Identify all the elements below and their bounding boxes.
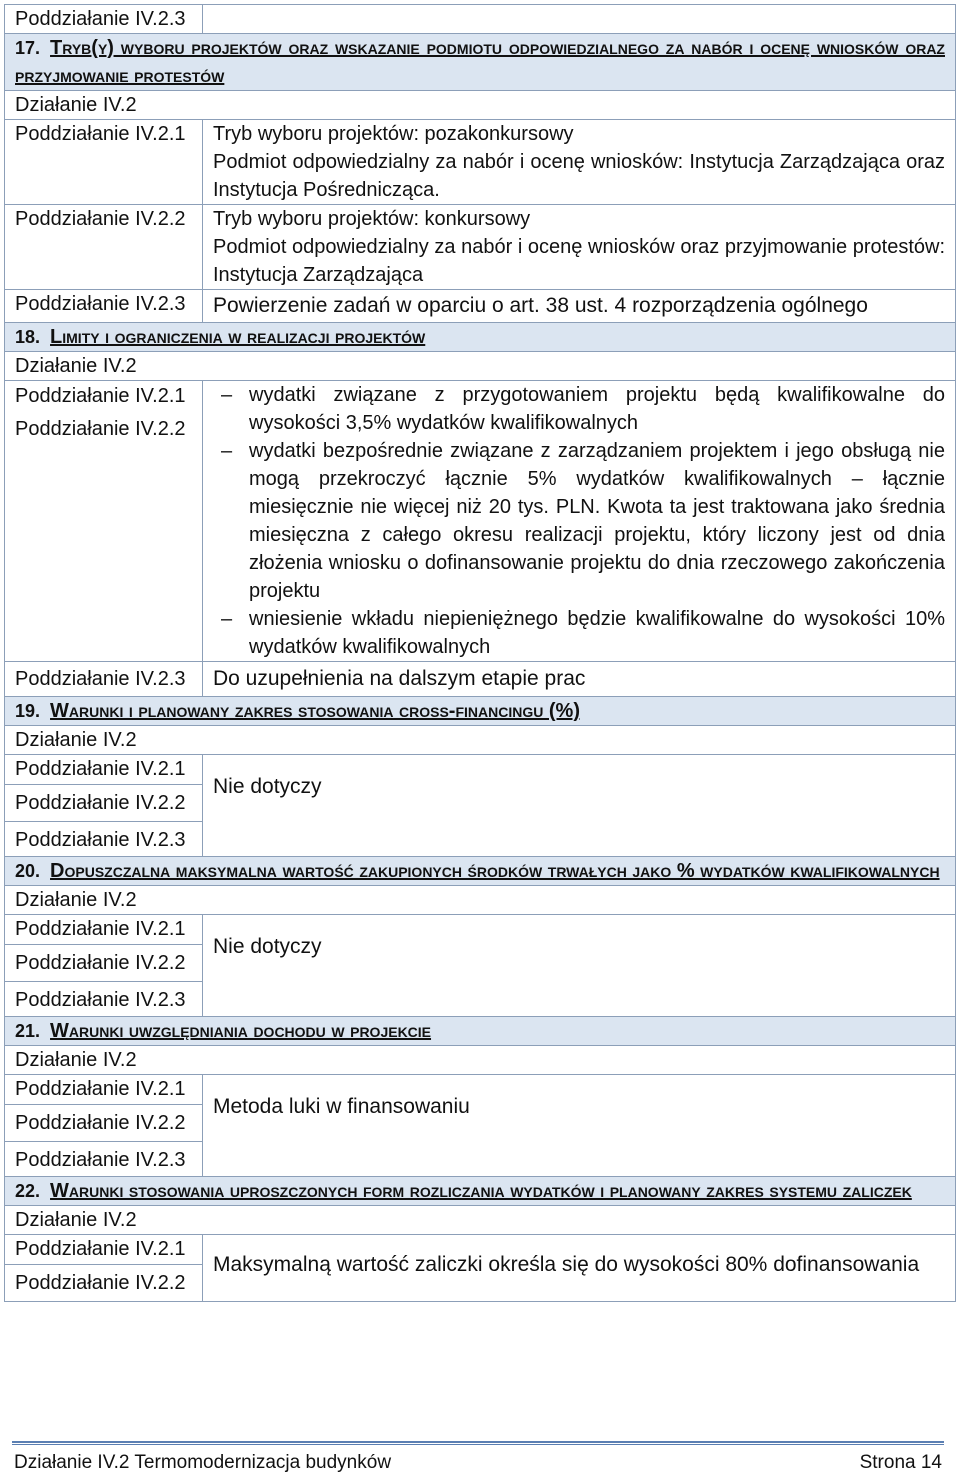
row-label: Poddziałanie IV.2.2 <box>5 785 202 822</box>
row-label: Poddziałanie IV.2.3 <box>15 989 186 1011</box>
section-title: Warunki i planowany zakres stosowania cross-financingu (%) <box>50 700 580 722</box>
row-label: Poddziałanie IV.2.1 <box>5 120 203 205</box>
dzialanie-label: Działanie IV.2 <box>5 1206 956 1235</box>
section-19-header <box>5 697 956 726</box>
page-number: Strona 14 <box>859 1452 942 1473</box>
row-content <box>203 120 956 205</box>
section-number: 21. <box>15 1021 41 1041</box>
row-label: Poddziałanie IV.2.1 <box>5 755 202 785</box>
section-title: Limity i ograniczenia w realizacji projektów <box>50 326 426 348</box>
row-content <box>203 205 956 290</box>
footer-rule-thin <box>12 1444 944 1445</box>
row-label: Poddziałanie IV.2.2 <box>5 205 203 290</box>
section-title: Warunki stosowania uproszczonych form rozliczania wydatków i planowany zakres systemu zaliczek <box>50 1180 912 1202</box>
footer-rule <box>12 1441 944 1443</box>
row-label: Poddziałanie IV.2.3 <box>5 5 203 34</box>
section-21-header <box>5 1017 956 1046</box>
section-18-header <box>5 323 956 352</box>
row-label: Poddziałanie IV.2.2 <box>15 1272 186 1294</box>
text-line: Podmiot odpowiedzialny za nabór i ocenę wniosków oraz przyjmowanie protestów: Instytucja Zarządzająca <box>213 236 945 286</box>
row-label-group <box>5 1235 203 1302</box>
row-label: Poddziałanie IV.2.1 <box>5 915 202 945</box>
dzialanie-label: Działanie IV.2 <box>5 352 956 381</box>
section-20-header <box>5 857 956 886</box>
section-22-header <box>5 1177 956 1206</box>
row-content: Metoda luki w finansowaniu <box>203 1075 956 1177</box>
dzialanie-label: Działanie IV.2 <box>5 91 956 120</box>
row-label: Poddziałanie IV.2.3 <box>5 290 203 323</box>
text-line: Tryb wyboru projektów: konkursowy <box>213 208 531 230</box>
section-number: 19. <box>15 701 41 721</box>
section-17-header <box>5 34 956 91</box>
text-line: Podmiot odpowiedzialny za nabór i ocenę wniosków: Instytucja Zarządzająca oraz Instytucja Pośrednicząca. <box>213 151 945 201</box>
footer-title: Działanie IV.2 Termomodernizacja budynków <box>14 1452 392 1473</box>
row-content: Powierzenie zadań w oparciu o art. 38 ust. 4 rozporządzenia ogólnego <box>203 290 956 323</box>
dzialanie-label: Działanie IV.2 <box>5 1046 956 1075</box>
list-item: – wydatki związane z przygotowaniem projektu będą kwalifikowalne do wysokości 3,5% wydatków kwalifikowalnych <box>217 381 945 437</box>
row-content: Do uzupełnienia na dalszym etapie prac <box>203 662 956 697</box>
row-label: Poddziałanie IV.2.3 <box>15 829 186 851</box>
row-label-group <box>5 1075 203 1177</box>
section-title: Warunki uwzględniania dochodu w projekcie <box>50 1020 432 1042</box>
row-label: Poddziałanie IV.2.2 <box>5 1105 202 1142</box>
row-label-group <box>5 915 203 1017</box>
row-content: Nie dotyczy <box>203 755 956 857</box>
row-label: Poddziałanie IV.2.3 <box>5 662 203 697</box>
document-table <box>4 4 956 1302</box>
row-label: Poddziałanie IV.2.1 <box>5 1075 202 1105</box>
list-item: – wniesienie wkładu niepieniężnego będzie kwalifikowalne do wysokości 10% wydatków kwalifikowalnych <box>217 605 945 661</box>
section-number: 17. <box>15 38 41 58</box>
limits-list <box>217 381 945 661</box>
list-item: – wydatki bezpośrednie związane z zarządzaniem projektem i jego obsługą nie mogą przekroczyć łącznie 5% wydatków kwalifikowalnych – łącznie miesięcznie nie więcej niż 20 tys. PLN. Kwota ta jest traktowana jako średnia miesięczna z całego okresu realizacji projektu, który liczony jest od dnia złożenia wniosku o dofinansowanie projektu do dnia rzeczowego zakończenia projektu <box>217 437 945 605</box>
dzialanie-label: Działanie IV.2 <box>5 726 956 755</box>
row-content <box>203 381 956 662</box>
text-line: Tryb wyboru projektów: pozakonkursowy <box>213 123 574 145</box>
section-title: Dopuszczalna maksymalna wartość zakupionych środków trwałych jako % wydatków kwalifikowalnych <box>50 860 940 882</box>
row-label: Poddziałanie IV.2.2 <box>15 418 186 440</box>
row-content: Nie dotyczy <box>203 915 956 1017</box>
row-label: Poddziałanie IV.2.1 <box>5 1235 202 1265</box>
row-label-group <box>5 381 203 662</box>
section-title: Tryb(y) wyboru projektów oraz wskazanie podmiotu odpowiedzialnego za nabór i ocenę wniosków oraz przyjmowanie protestów <box>15 37 945 87</box>
row-content: Maksymalną wartość zaliczki określa się do wysokości 80% dofinansowania <box>203 1235 956 1302</box>
dzialanie-label: Działanie IV.2 <box>5 886 956 915</box>
section-number: 18. <box>15 327 41 347</box>
row-label-group <box>5 755 203 857</box>
row-label: Poddziałanie IV.2.3 <box>15 1149 186 1171</box>
row-label: Poddziałanie IV.2.1 <box>15 385 186 407</box>
section-number: 22. <box>15 1181 41 1201</box>
row-label: Poddziałanie IV.2.2 <box>5 945 202 982</box>
section-number: 20. <box>15 861 41 881</box>
